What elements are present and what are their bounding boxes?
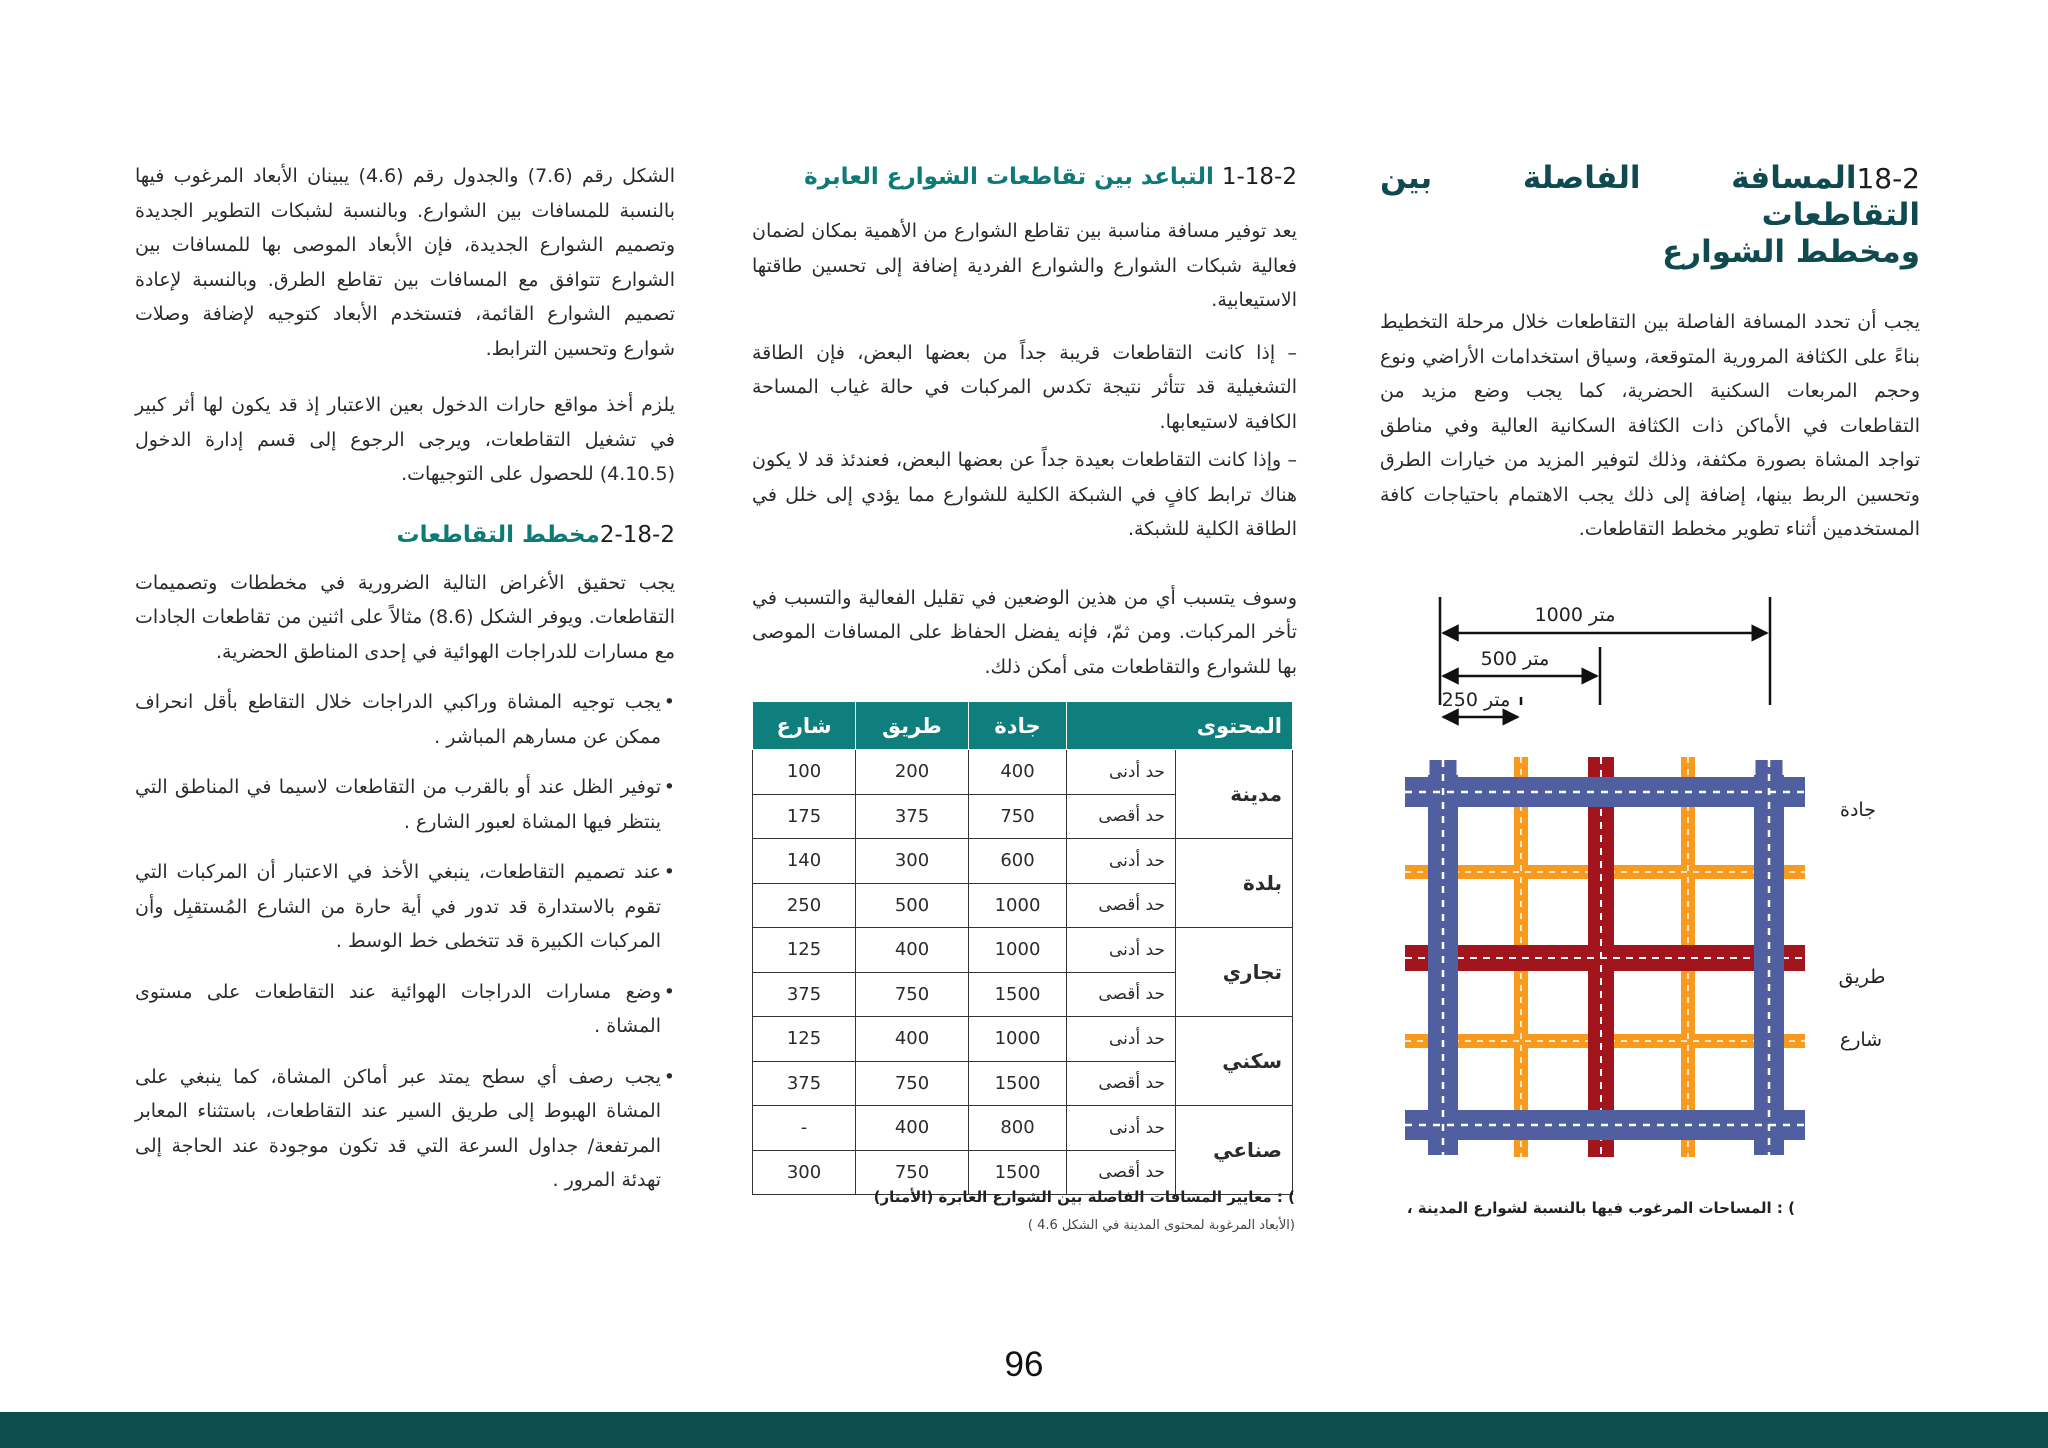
subsection-1-18-2	[752, 160, 1297, 684]
subsection2-number: 2-18-2	[599, 521, 675, 548]
shari-cell: 125	[753, 928, 856, 973]
list-item: • يجب توجيه المشاة وراكبي الدراجات خلال التقاطع بأقل انحراف ممكن عن مسارهم المباشر .	[135, 685, 675, 754]
header-tariq: طريق	[856, 702, 969, 750]
row-group-label: بلدة	[1176, 839, 1293, 928]
shari-cell: 140	[753, 839, 856, 884]
shari-cell: 250	[753, 883, 856, 928]
figure-caption: ) : المساحات المرغوب فيها بالنسبة لشوارع المدينة ،	[1406, 1199, 1795, 1217]
limit-cell: حد أقصى	[1067, 1150, 1176, 1195]
shari-cell: 375	[753, 1061, 856, 1106]
limit-cell: حد أدنى	[1067, 1106, 1176, 1151]
limit-cell: حد أقصى	[1067, 972, 1176, 1017]
shari-cell: -	[753, 1106, 856, 1151]
limit-cell: حد أدنى	[1067, 1017, 1176, 1062]
shari-cell: 375	[753, 972, 856, 1017]
list-item: • توفير الظل عند أو بالقرب من التقاطعات لاسيما في المناطق التي ينتظر فيها المشاة لعبور الشارع .	[135, 770, 675, 839]
subsection1-title: التباعد بين تقاطعات الشوارع العابرة	[804, 164, 1214, 190]
tariq-cell: 400	[856, 1017, 969, 1062]
tariq-cell: 750	[856, 1061, 969, 1106]
header-jada: جادة	[969, 702, 1067, 750]
row-group-label: مدينة	[1176, 750, 1293, 839]
section-18-2	[1380, 160, 1920, 547]
label-jada: جادة	[1840, 799, 1876, 821]
shari-cell: 100	[753, 750, 856, 795]
section-title-line1: المسافة الفاصلة بين التقاطعات	[1380, 160, 1920, 233]
subsection2-title: مخطط التقاطعات	[396, 521, 600, 548]
limit-cell: حد أدنى	[1067, 750, 1176, 795]
limit-cell: حد أقصى	[1067, 794, 1176, 839]
subsection1-p4: وسوف يتسبب أي من هذين الوضعين في تقليل الفعالية والتسبب في تأخر المركبات. ومن ثمّ، فإنه يفضل الحفاظ على المسافات الموصى بها للشوارع والتقاطعات متى أمكن ذلك.	[752, 586, 1297, 678]
tariq-cell: 400	[856, 1106, 969, 1151]
label-shari: شارع	[1839, 1029, 1883, 1051]
header-content: المحتوى	[1067, 702, 1293, 750]
tariq-cell: 400	[856, 928, 969, 973]
jada-cell: 1500	[969, 972, 1067, 1017]
distance-table	[752, 701, 1293, 1195]
tariq-cell: 750	[856, 1150, 969, 1195]
limit-cell: حد أقصى	[1067, 1061, 1176, 1106]
shari-cell: 125	[753, 1017, 856, 1062]
table-row	[753, 750, 1293, 795]
list-item: • يجب رصف أي سطح يمتد عبر أماكن المشاة، كما ينبغي على المشاة الهبوط إلى طريق السير عند التقاطعات، باستثناء المعابر المرتفعة/ جداول السرعة التي قد تكون موجودة عند الحاجة إلى تهدئة المرور .	[135, 1060, 675, 1198]
shari-cell: 175	[753, 794, 856, 839]
table-caption-sub: (الأبعاد المرغوبة لمحتوى المدينة في الشكل 4.6 )	[1027, 1218, 1295, 1233]
subsection1-p3: – وإذا كانت التقاطعات بعيدة جداً عن بعضها البعض، فعندئذ قد لا يكون هناك ترابط كافٍ في الشبكة الكلية للشوارع مما يؤدي إلى خلل في الطاقة الكلية للشبكة.	[752, 449, 1297, 540]
table-row	[753, 1106, 1293, 1151]
subsection1-number: 1-18-2	[1221, 164, 1297, 190]
tariq-cell: 300	[856, 839, 969, 884]
subsection2-bullets	[135, 685, 675, 1198]
limit-cell: حد أدنى	[1067, 839, 1176, 884]
subsection2-p1: يجب تحقيق الأغراض التالية الضرورية في مخططات وتصميمات التقاطعات. ويوفر الشكل (8.6) مثالاً على اثنين من تقاطعات الجادات مع مسارات للدراجات الهوائية في إحدى المناطق الحضرية.	[135, 571, 676, 663]
left-p2: يلزم أخذ مواقع حارات الدخول بعين الاعتبار إذ قد يكون لها أثر كبير في تشغيل التقاطعات، ويرجى الرجوع إلى قسم إدارة الدخول (4.10.5) للحصول على التوجيهات.	[135, 394, 675, 485]
subsection2-heading	[135, 518, 675, 552]
limit-cell: حد أدنى	[1067, 928, 1176, 973]
jada-cell: 600	[969, 839, 1067, 884]
subsection1-heading	[752, 160, 1297, 194]
jada-cell: 1000	[969, 883, 1067, 928]
section-intro: يجب أن تحدد المسافة الفاصلة بين التقاطعات خلال مرحلة التخطيط بناءً على الكثافة المرورية المتوقعة، وسياق استخدامات الأراضي ونوع وحجم المربعات السكنية الحضرية، كما يجب وضع مزيد من التقاطعات في الأماكن ذات الكثافة السكانية العالية وفي مناطق تواجد المشاة بصورة مكثفة، وذلك لتوفير المزيد من خيارات الطرق وتحسين الربط بينها، إضافة إلى ذلك يجب الاهتمام باحتياجات كافة المستخدمين أثناء تطوير مخطط التقاطعات.	[1380, 311, 1920, 540]
jada-cell: 1500	[969, 1061, 1067, 1106]
row-group-label: صناعي	[1176, 1106, 1293, 1195]
row-group-label: تجاري	[1176, 928, 1293, 1017]
table-caption: ) : معايير المسافات الفاصلة بين الشوارع العابرة (الأمتار)	[873, 1188, 1295, 1206]
table-header-row	[753, 702, 1293, 750]
jada-cell: 1500	[969, 1150, 1067, 1195]
table-row	[753, 1017, 1293, 1062]
section-number: 18-2	[1856, 162, 1920, 195]
jada-cell: 400	[969, 750, 1067, 795]
row-group-label: سكني	[1176, 1017, 1293, 1106]
limit-cell: حد أقصى	[1067, 883, 1176, 928]
page-number: 96	[1004, 1345, 1044, 1384]
section-title-line2: ومخطط الشوارع	[1662, 234, 1920, 270]
table-row	[753, 928, 1293, 973]
tariq-cell: 750	[856, 972, 969, 1017]
jada-cell: 1000	[969, 1017, 1067, 1062]
tariq-cell: 500	[856, 883, 969, 928]
jada-cell: 1000	[969, 928, 1067, 973]
header-shari: شارع	[753, 702, 856, 750]
subsection1-p2: – إذا كانت التقاطعات قريبة جداً من بعضها البعض، فإن الطاقة التشغيلية قد تتأثر نتيجة تكدس المركبات في حالة غياب المساحة الكافية لاستيعابها.	[752, 341, 1297, 433]
dim-1000-label: 1000 متر	[1534, 604, 1616, 626]
jada-cell: 800	[969, 1106, 1067, 1151]
list-item: • وضع مسارات الدراجات الهوائية عند التقاطعات على مستوى المشاة .	[135, 975, 675, 1044]
left-p1: الشكل رقم (7.6) والجدول رقم (4.6) يبينان الأبعاد المرغوب فيها بالنسبة للمسافات بين الشوارع. وبالنسبة لشبكات التطوير الجديدة وتصميم الشوارع الجديدة، فإن الأبعاد الموصى بها للمسافات بين الشوارع تتوافق مع المسافات بين تقاطع الطرق. وبالنسبة لإعادة تصميم الشوارع القائمة، فتستخدم الأبعاد كتوجيه لإضافة وصلات شوارع وتحسين الترابط.	[135, 165, 675, 360]
street-grid-figure	[1350, 585, 1910, 1165]
table-row	[753, 839, 1293, 884]
subsection1-p1: يعد توفير مسافة مناسبة بين تقاطع الشوارع من الأهمية بمكان لضمان فعالية شبكات الشوارع والشوارع الفردية إضافة إلى تحسين طاقتها الاستيعابية.	[752, 220, 1297, 311]
label-tariq: طريق	[1838, 966, 1886, 988]
dim-250-label: 250 متر	[1441, 689, 1511, 711]
tariq-cell: 375	[856, 794, 969, 839]
tariq-cell: 200	[856, 750, 969, 795]
left-column	[135, 159, 675, 1214]
footer-band	[0, 1412, 2048, 1448]
dim-500-label: 500 متر	[1480, 648, 1550, 670]
list-item: • عند تصميم التقاطعات، ينبغي الأخذ في الاعتبار أن المركبات التي تقوم بالاستدارة قد تدور في أية حارة من الشارع المُستقبِل وأن المركبات الكبيرة قد تتخطى خط الوسط .	[135, 855, 675, 959]
section-title	[1380, 160, 1920, 271]
jada-cell: 750	[969, 794, 1067, 839]
shari-cell: 300	[753, 1150, 856, 1195]
